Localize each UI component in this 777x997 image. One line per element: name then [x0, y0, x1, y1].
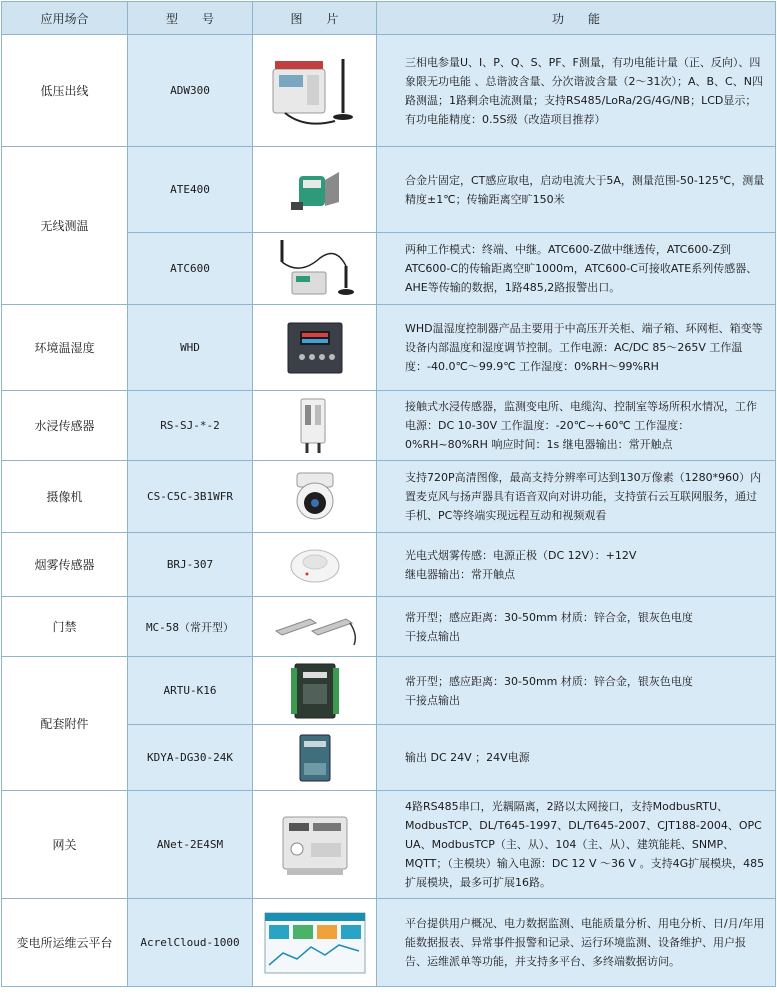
function-cell: 光电式烟雾传感：电源正极（DC 12V）：+12V 继电器输出：常开触点	[377, 533, 776, 597]
product-image-power-supply	[253, 725, 377, 791]
scene-cell: 低压出线	[2, 35, 128, 147]
function-cell: 4路RS485串口，光耦隔离，2路以太网接口，支持ModbusRTU、ModbusTCP、DL/T645-1997、DL/T645-2007、CJT188-2004、OPC UA、ModbusTCP（主、从）、104（主、从）、建筑能耗、SNMP、MQTT；（主模块）输入电源：DC 12 V ～36 V 。支持4G扩展模块，485扩展模块，最多可扩展16路。	[377, 791, 776, 899]
table-header-row	[2, 2, 776, 35]
function-cell: WHD温湿度控制器产品主要用于中高压开关柜、端子箱、环网柜、箱变等设备内部温度和湿度调节控制。工作电源：AC/DC 85～265V 工作温度：-40.0℃～99.9℃ 工作湿度：0%RH～99%RH	[377, 305, 776, 391]
scene-cell: 门禁	[2, 597, 128, 657]
product-image-artu	[253, 657, 377, 725]
model-cell: AcrelCloud-1000	[128, 899, 253, 987]
product-image-cloud-platform	[253, 899, 377, 987]
product-image-rs-sj	[253, 391, 377, 461]
product-image-gateway	[253, 791, 377, 899]
header-application: 应用场合	[2, 2, 128, 35]
function-cell: 输出 DC 24V ；24V电源	[377, 725, 776, 791]
model-cell: ATE400	[128, 147, 253, 233]
scene-cell: 无线测温	[2, 147, 128, 305]
scene-cell: 变电所运维云平台	[2, 899, 128, 987]
table-row	[2, 657, 776, 725]
table-row	[2, 899, 776, 987]
product-image-smoke-sensor	[253, 533, 377, 597]
model-cell: CS-C5C-3B1WFR	[128, 461, 253, 533]
product-table	[1, 1, 776, 987]
scene-cell: 水浸传感器	[2, 391, 128, 461]
function-cell: 两种工作模式：终端、中继。ATC600-Z做中继透传，ATC600-Z到ATC600-C的传输距离空旷1000m，ATC600-C可接收ATE系列传感器、AHE等传输的数据，1路485,2路报警出口。	[377, 233, 776, 305]
header-function: 功 能	[377, 2, 776, 35]
model-cell: ATC600	[128, 233, 253, 305]
table-row	[2, 305, 776, 391]
model-cell: RS-SJ-*-2	[128, 391, 253, 461]
function-cell: 平台提供用户概况、电力数据监测、电能质量分析、用电分析、日/月/年用能数据报表、异常事件报警和记录、运行环境监测、设备维护、用户报告、运维派单等功能，并支持多平台、多终端数据访问。	[377, 899, 776, 987]
function-cell: 合金片固定，CT感应取电，启动电流大于5A，测量范围-50-125℃，测量精度±1℃；传输距离空旷150米	[377, 147, 776, 233]
function-cell: 支持720P高清图像，最高支持分辨率可达到130万像素（1280*960）内置麦克风与扬声器具有语音双向对讲功能，支持萤石云互联网服务，通过手机、PC等终端实现远程互动和视频观看	[377, 461, 776, 533]
model-cell: WHD	[128, 305, 253, 391]
product-image-whd	[253, 305, 377, 391]
table-row	[2, 533, 776, 597]
table-row	[2, 35, 776, 147]
function-cell: 接触式水浸传感器，监测变电所、电缆沟、控制室等场所积水情况，工作电源：DC 10-30V 工作温度：-20℃~+60℃ 工作湿度：0%RH~80%RH 响应时间：1s 继电器输出：常开触点	[377, 391, 776, 461]
model-cell: ARTU-K16	[128, 657, 253, 725]
product-image-atc600	[253, 233, 377, 305]
table-row	[2, 791, 776, 899]
product-image-door-sensor	[253, 597, 377, 657]
model-cell: ADW300	[128, 35, 253, 147]
model-cell: ANet-2E4SM	[128, 791, 253, 899]
function-cell: 三相电参量U、I、P、Q、S、PF、F测量，有功电能计量（正、反向）、四象限无功电能 、总谐波含量、分次谐波含量（2～31次）；A、B、C、N四路测温；1路剩余电流测量；支持RS485/LoRa/2G/4G/NB；LCD显示；有功电能精度：0.5S级（改造项目推荐）	[377, 35, 776, 147]
model-cell: MC-58（常开型）	[128, 597, 253, 657]
scene-cell: 烟雾传感器	[2, 533, 128, 597]
product-image-ate400	[253, 147, 377, 233]
scene-cell: 摄像机	[2, 461, 128, 533]
table-row	[2, 391, 776, 461]
model-cell: KDYA-DG30-24K	[128, 725, 253, 791]
header-model: 型 号	[128, 2, 253, 35]
scene-cell: 网关	[2, 791, 128, 899]
product-image-adw300	[253, 35, 377, 147]
table-row	[2, 597, 776, 657]
function-cell: 常开型；感应距离：30-50mm 材质：锌合金，银灰色电度 干接点输出	[377, 597, 776, 657]
scene-cell: 环境温湿度	[2, 305, 128, 391]
function-cell: 常开型；感应距离：30-50mm 材质：锌合金，银灰色电度 干接点输出	[377, 657, 776, 725]
scene-cell: 配套附件	[2, 657, 128, 791]
model-cell: BRJ-307	[128, 533, 253, 597]
header-picture: 图 片	[253, 2, 377, 35]
table-row	[2, 147, 776, 233]
product-image-camera	[253, 461, 377, 533]
table-row	[2, 461, 776, 533]
